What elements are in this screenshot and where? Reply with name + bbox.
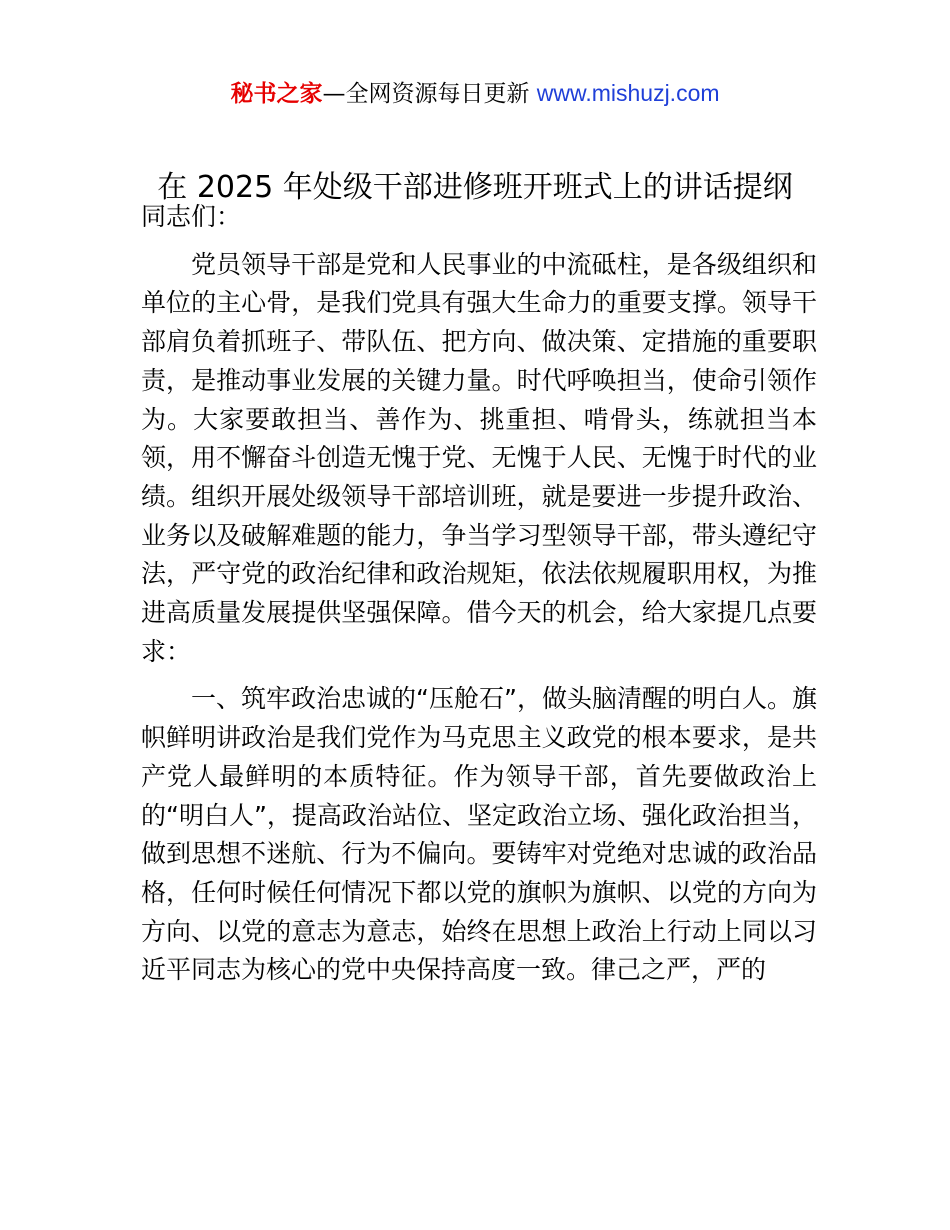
- salutation: 同志们：: [141, 202, 242, 231]
- document-body: [141, 198, 817, 990]
- site-url-link[interactable]: www.mishuzj.com: [536, 80, 720, 106]
- site-brand: 秘书之家: [230, 81, 323, 107]
- document-title: 在 2025 年处级干部进修班开班式上的讲话提纲: [157, 170, 793, 205]
- site-tagline: —全网资源每日更新: [322, 81, 530, 107]
- site-header: [0, 77, 950, 110]
- paragraph-intro: 党员领导干部是党和人民事业的中流砥柱，是各级组织和单位的主心骨，是我们党具有强大生命力的重要支撑。领导干部肩负着抓班子、带队伍、把方向、做决策、定措施的重要职责，是推动事业发展的关键力量。时代呼唤担当，使命引领作为。大家要敢担当、善作为、挑重担、啃骨头，练就担当本领，用不懈奋斗创造无愧于党、无愧于人民、无愧于时代的业绩。组织开展处级领导干部培训班，就是要进一步提升政治、业务以及破解难题的能力，争当学习型领导干部，带头遵纪守法，严守党的政治纪律和政治规矩，依法依规履职用权，为推进高质量发展提供坚强保障。借今天的机会，给大家提几点要求：: [141, 249, 817, 666]
- paragraph-section-one: 一、筑牢政治忠诚的“压舱石”，做头脑清醒的明白人。旗帜鲜明讲政治是我们党作为马克思主义政党的根本要求，是共产党人最鲜明的本质特征。作为领导干部，首先要做政治上的“明白人”，提高政治站位、坚定政治立场、强化政治担当，做到思想不迷航、行为不偏向。要铸牢对党绝对忠诚的政治品格，任何时候任何情况下都以党的旗帜为旗帜、以党的方向为方向、以党的意志为意志，始终在思想上政治上行动上同以习近平同志为核心的党中央保持高度一致。律己之严，严的: [141, 684, 817, 985]
